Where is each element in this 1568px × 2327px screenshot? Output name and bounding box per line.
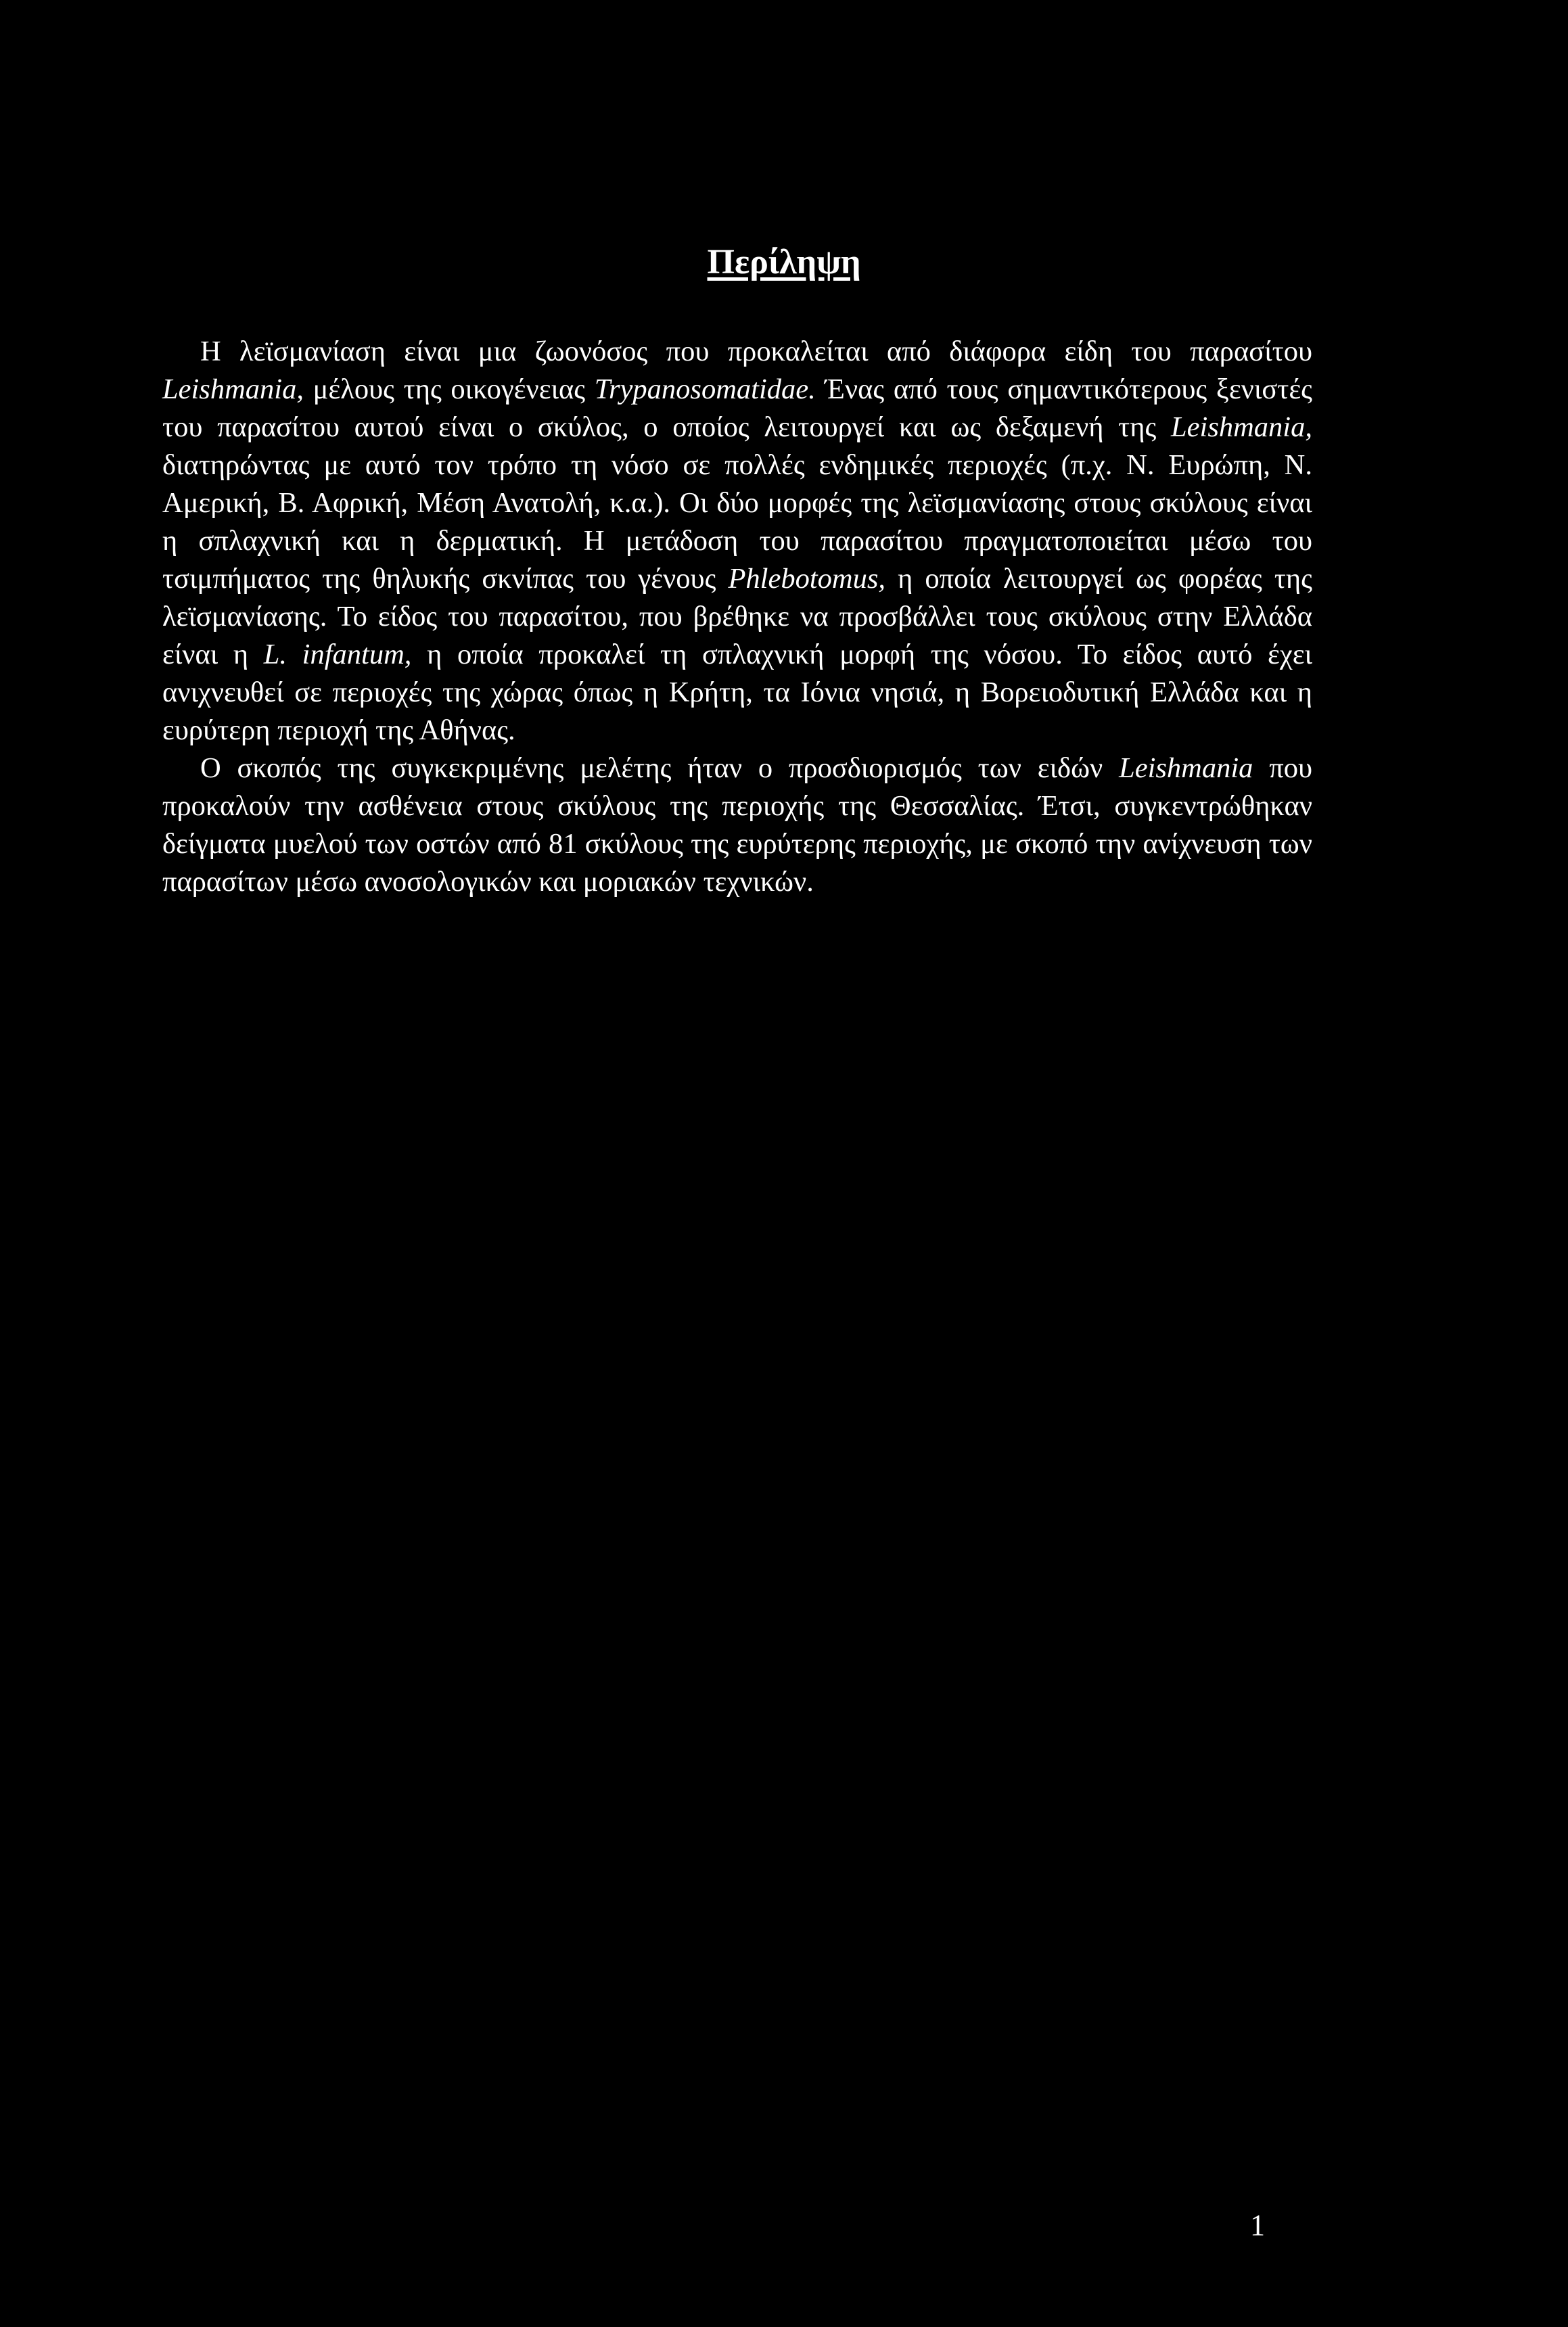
italic-run: Leishmania <box>1119 752 1253 784</box>
paragraph-2 <box>162 750 1312 901</box>
text-run: που προκαλούν την ασθένεια στους σκύλους της περιοχής της Θεσσαλίας. Έτσι, συγκεντρώθηκαν δείγματα μυελού των οστών από 81 σκύλους της ευρύτερης περιοχής, με σκοπό την ανίχνευση των παρασίτων μέσω ανοσολογικών και μοριακών τεχνικών. <box>162 752 1312 898</box>
text-run: Ο σκοπός της συγκεκριμένης μελέτης ήταν ο προσδιορισμός των ειδών <box>200 752 1120 784</box>
page-title: Περίληψη <box>707 243 861 281</box>
italic-run: Leishmania, <box>162 373 304 405</box>
paragraph-1 <box>162 333 1312 750</box>
page-number: 1 <box>1250 2209 1265 2242</box>
italic-run: Trypanosomatidae. <box>594 373 816 405</box>
abstract-body <box>162 333 1312 901</box>
text-run: μέλους της οικογένειας <box>303 373 595 405</box>
text-run: η οποία λειτουργεί ως φορέας της λεϊσμανίασης. Το είδος του παρασίτου, που βρέθηκε να προσβάλλει τους σκύλους στην Ελλάδα είναι η <box>162 563 1312 670</box>
italic-run: L. infantum, <box>263 639 412 670</box>
italic-run: Leishmania, <box>1171 411 1312 443</box>
text-run: η οποία προκαλεί τη σπλαχνική μορφή της νόσου. Το είδος αυτό έχει ανιχνευθεί σε περιοχές της χώρας όπως η Κρήτη, τα Ιόνια νησιά, η Βορειοδυτική Ελλάδα και η ευρύτερη περιοχή της Αθήνας. <box>162 639 1312 746</box>
text-run: Ένας από τους σημαντικότερους ξενιστές του παρασίτου αυτού είναι ο σκύλος, ο οποίος λειτουργεί και ως δεξαμενή της <box>162 373 1312 443</box>
text-run: διατηρώντας με αυτό τον τρόπο τη νόσο σε πολλές ενδημικές περιοχές (π.χ. Ν. Ευρώπη, Ν. Αμερική, Β. Αφρική, Μέση Ανατολή, κ.α.). Οι δύο μορφές της λεϊσμανίασης στους σκύλους είναι η σπλαχνική και η δερματική. Η μετάδοση του παρασίτου πραγματοποιείται μέσω του τσιμπήματος της θηλυκής σκνίπας του γένους <box>162 449 1312 595</box>
text-run: Η λεϊσμανίαση είναι μια ζωονόσος που προκαλείται από διάφορα είδη του παρασίτου <box>200 336 1312 367</box>
italic-run: Phlebotomus, <box>728 563 886 595</box>
